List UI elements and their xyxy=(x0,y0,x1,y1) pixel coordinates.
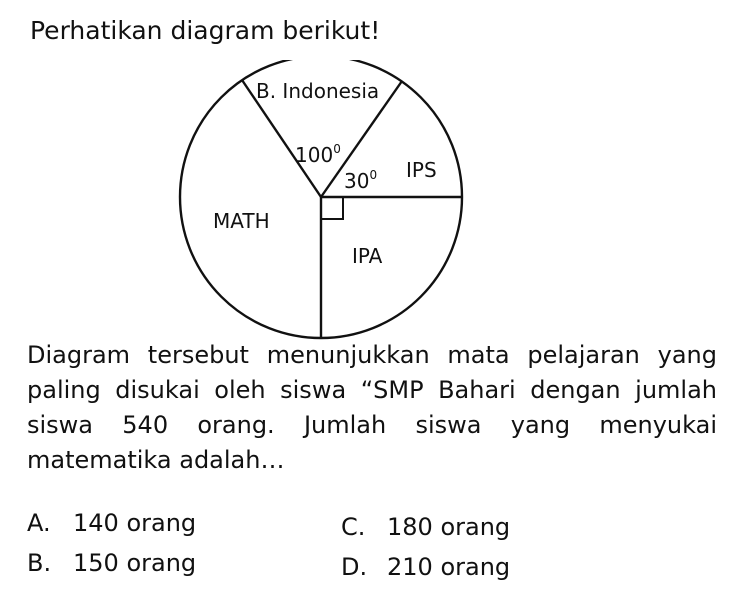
option-a[interactable] xyxy=(27,506,196,540)
option-letter: A. xyxy=(27,509,51,537)
right-angle-marker xyxy=(321,197,343,219)
label-math: MATH xyxy=(213,209,270,233)
pie-diagram xyxy=(170,60,480,340)
degree-mark: 0 xyxy=(333,142,341,156)
option-letter: B. xyxy=(27,549,52,577)
option-text: 140 orang xyxy=(73,509,197,537)
option-text: 210 orang xyxy=(387,553,511,581)
label-indonesia: B. Indonesia xyxy=(256,79,380,103)
angle-indonesia xyxy=(295,142,341,167)
option-letter: D. xyxy=(341,553,368,581)
answer-options xyxy=(27,506,717,586)
label-ips: IPS xyxy=(406,158,437,182)
option-d[interactable] xyxy=(341,550,510,584)
question-paragraph: Diagram tersebut menunjukkan mata pelajaran yang paling disukai oleh siswa “SMP Bahari dengan jumlah siswa 540 orang. Jumlah siswa yang menyukai matematika adalah… xyxy=(27,341,717,474)
angle-ips-value: 30 xyxy=(344,169,370,193)
option-c[interactable] xyxy=(341,510,510,544)
angle-indonesia-value: 100 xyxy=(295,143,334,167)
option-text: 180 orang xyxy=(387,513,511,541)
option-text: 150 orang xyxy=(73,549,197,577)
option-b[interactable] xyxy=(27,546,196,580)
degree-mark: 0 xyxy=(369,168,378,182)
option-letter: C. xyxy=(341,513,366,541)
angle-ips xyxy=(344,168,377,193)
instruction-text: Perhatikan diagram berikut! xyxy=(30,16,381,45)
label-ipa: IPA xyxy=(352,244,383,268)
